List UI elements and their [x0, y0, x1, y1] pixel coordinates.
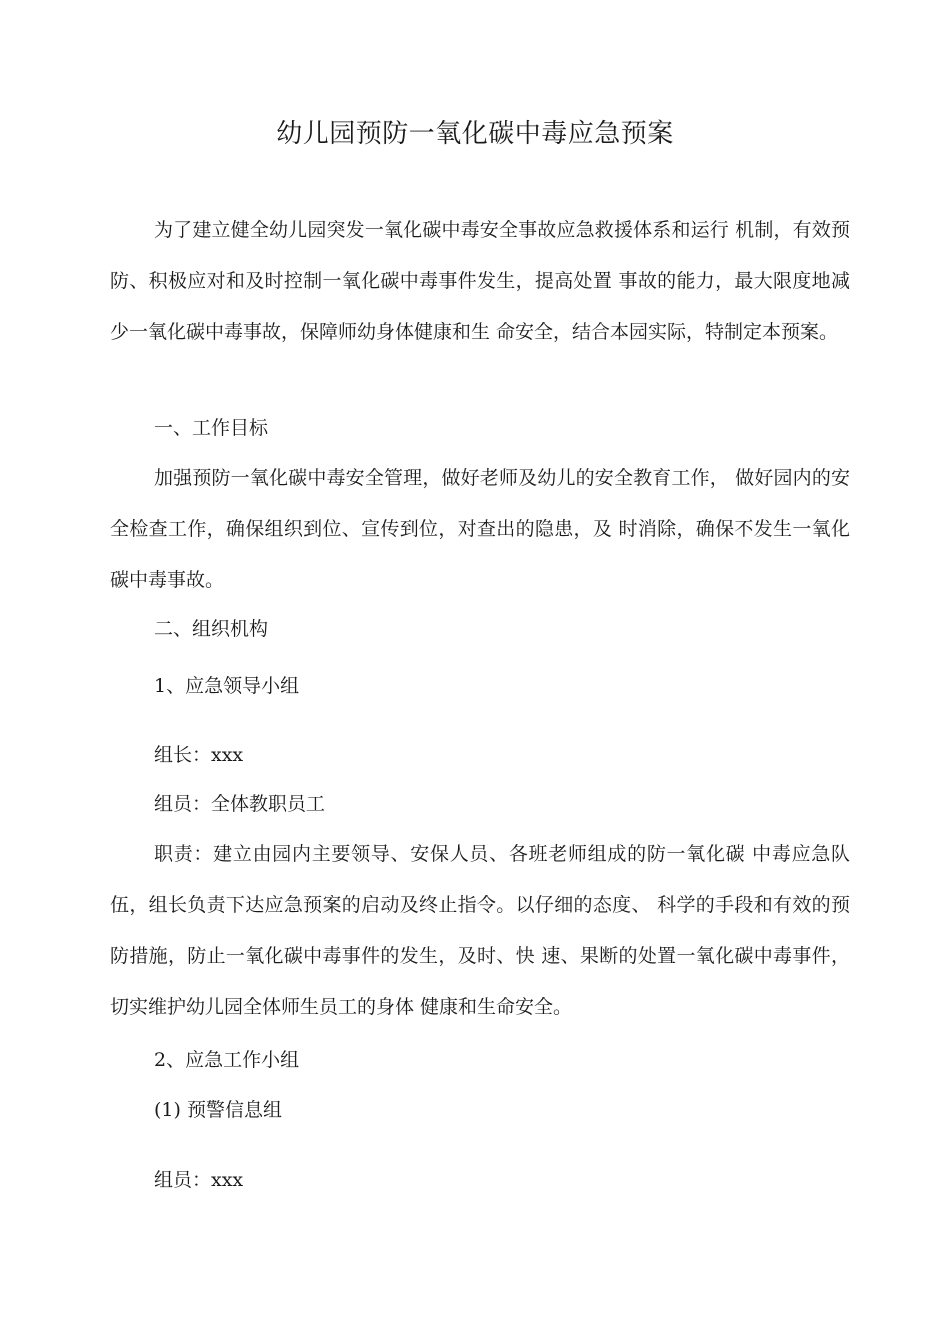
subgroup1-members: 组员：xxx	[154, 1169, 244, 1191]
group1-heading: 1、应急领导小组	[154, 675, 300, 697]
section2-heading: 二、组织机构	[154, 618, 269, 640]
section1-body: 加强预防一氧化碳中毒安全管理，做好老师及幼儿的安全教育工作， 做好园内的安全检查工作，确保组织到位、宣传到位，对查出的隐患，及 时消除，确保不发生一氧化碳中毒事故。	[110, 467, 850, 591]
subgroup1-heading: (1) 预警信息组	[154, 1099, 282, 1121]
group2-heading: 2、应急工作小组	[154, 1049, 300, 1071]
document-title: 幼儿园预防一氧化碳中毒应急预案	[276, 119, 674, 149]
group1-leader: 组长：xxx	[154, 744, 244, 766]
intro-paragraph: 为了建立健全幼儿园突发一氧化碳中毒安全事故应急救援体系和运行 机制，有效预防、积极应对和及时控制一氧化碳中毒事件发生，提高处置 事故的能力，最大限度地减少一氧化碳中毒事故，保障师幼身体健康和生 命安全，结合本园实际，特制定本预案。	[110, 219, 850, 343]
section1-heading: 一、工作目标	[154, 417, 269, 439]
group1-members: 组员：全体教职员工	[154, 793, 326, 815]
group1-duty: 职责：建立由园内主要领导、安保人员、各班老师组成的防一氧化碳 中毒应急队伍，组长负责下达应急预案的启动及终止指令。以仔细的态度、 科学的手段和有效的预防措施，防止一氧化碳中毒事件的发生，及时、快 速、果断的处置一氧化碳中毒事件，切实维护幼儿园全体师生员工的身体 健康和生命安全。	[110, 843, 850, 1018]
